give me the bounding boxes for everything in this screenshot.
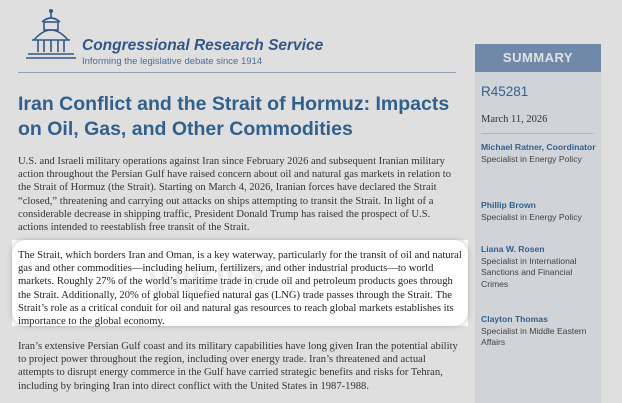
author-name: Phillip Brown: [481, 200, 536, 210]
masthead-divider: [18, 72, 456, 73]
author-name: Liana W. Rosen: [481, 244, 545, 254]
page-title: Iran Conflict and the Strait of Hormuz: Impacts on Oil, Gas, and Other Commodities: [18, 93, 450, 140]
author-entry: [481, 244, 599, 290]
report-date: March 11, 2026: [481, 114, 548, 125]
sidebar-divider: [481, 133, 593, 134]
author-role: Specialist in Energy Policy: [481, 153, 582, 164]
report-number: R45281: [481, 84, 529, 99]
author-name: Michael Ratner, Coordinator: [481, 142, 596, 152]
author-name: Clayton Thomas: [481, 314, 548, 324]
author-role: Specialist in Middle Eastern Affairs: [481, 325, 587, 347]
summary-heading: SUMMARY: [475, 44, 601, 72]
watermark: WIKIFX: [148, 257, 271, 305]
author-role: Specialist in Energy Policy: [481, 211, 582, 222]
author-entry: [481, 142, 599, 165]
author-entry: [481, 200, 599, 223]
summary-paragraph-3: Iran’s extensive Persian Gulf coast and its military capabilities have long given Iran the potential ability to project power throughout the region, including over energy trade. Iran’s threatened and actual attempts to disrupt energy commerce in the Gulf have carried strategic benefits and risks for Tehran, including by bringing Iran into direct conflict with the United States in 1987-1988.: [18, 341, 458, 392]
summary-paragraph-1: U.S. and Israeli military operations against Iran since February 2026 and subsequent Iranian military action throughout the Persian Gulf have raised concern about oil and natural gas markets in relation to the Strait of Hormuz (the Strait). Starting on March 4, 2026, Iranian forces have declared the Strait “closed,” threatening and carrying out attacks on ships attempting to transit the Strait. In light of a considerable decrease in shipping traffic, President Donald Trump has raised the prospect of U.S. actions intended to reestablish free transit of the Strait.: [18, 156, 452, 234]
org-tagline: Informing the legislative debate since 1914: [82, 56, 263, 67]
author-role: Specialist in International Sanctions and Financial Crimes: [481, 255, 577, 289]
summary-paragraph-2: The Strait, which borders Iran and Oman, is a key waterway, particularly for the transit of oil and natural gas and other commodities—including helium, fertilizers, and other industrial products—to world markets. Roughly 27% of the world’s maritime trade in crude oil and petroleum products goes through the Strait. Additionally, 20% of global liquefied natural gas (LNG) trade passes through the Strait. The Strait’s role as a critical conduit for oil and natural gas resources to reach global markets establishes its importance to the global economy.: [18, 250, 462, 328]
author-entry: [481, 314, 599, 349]
org-name: Congressional Research Service: [82, 37, 324, 54]
capitol-dome-icon: [24, 8, 78, 66]
